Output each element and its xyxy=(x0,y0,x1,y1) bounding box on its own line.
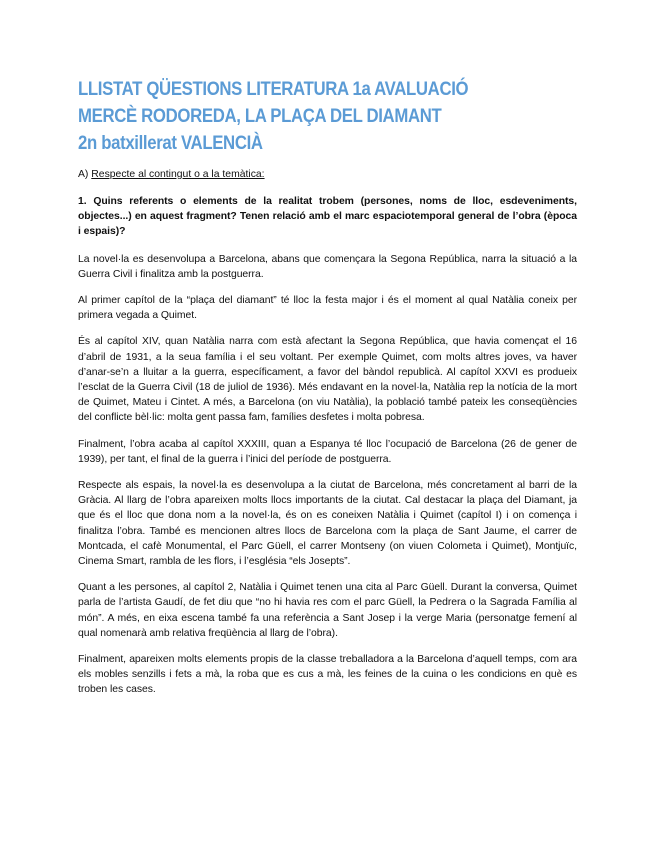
title-line-2: MERCÈ RODOREDA, LA PLAÇA DEL DIAMANT xyxy=(78,105,442,127)
title-line-3: 2n batxillerat VALENCIÀ xyxy=(78,132,263,154)
section-prefix: A) xyxy=(78,169,89,180)
section-label: Respecte al contingut o a la temàtica: xyxy=(91,169,265,180)
paragraph-5: Respecte als espais, la novel·la es desenvolupa a la ciutat de Barcelona, més concretament al barri de la Gràcia. Al llarg de l’obra apareixen molts llocs importants de la ciutat. Cal destacar la plaça del Diamant, ja que és el lloc que dona nom a la novel·la, és on es coneixen Natàlia i Quimet (capítol I) i on comença i finalitza l’obra. També es mencionen altres llocs de Barcelona com la plaça de Sant Jaume, el carrer de Montcada, el cafè Monumental, el Parc Güell, el carrer Montseny (on viuen Colometa i Quimet), Montjuïc, Cinema Smart, rambla de les flors, i l’església “els Josepts”. xyxy=(78,480,577,568)
question-1 xyxy=(78,194,577,240)
document-title xyxy=(78,76,577,157)
paragraph-4: Finalment, l’obra acaba al capítol XXXIII, quan a Espanya té lloc l’ocupació de Barcelona (26 de gener de 1939), per tant, el final de la guerra i l’inici del període de postguerra. xyxy=(78,438,577,465)
question-number: 1. xyxy=(78,196,87,207)
section-heading xyxy=(78,167,577,183)
title-line-1: LLISTAT QÜESTIONS LITERATURA 1a AVALUACIÓ xyxy=(78,78,469,100)
paragraph-1: La novel·la es desenvolupa a Barcelona, abans que començara la Segona República, narra la situació a la Guerra Civil i finalitza amb la postguerra. xyxy=(78,253,577,280)
paragraph-2: Al primer capítol de la “plaça del diamant” té lloc la festa major i és el moment al qual Natàlia coneix per primera vegada a Quimet. xyxy=(78,295,577,322)
question-text: Quins referents o elements de la realitat trobem (persones, noms de lloc, esdeveniments, objectes...) en aquest fragment? Tenen relació amb el marc espaciotemporal general de l’obra (època i espais)? xyxy=(78,196,577,238)
paragraph-6: Quant a les persones, al capítol 2, Natàlia i Quimet tenen una cita al Parc Güell. Durant la conversa, Quimet parla de l’artista Gaudí, de fet diu que “no hi havia res com el parc Güell, la Pedrera o la Sagrada Família al món”. A més, en eixa escena també fa una referència a Sant Josep i la verge Maria (personatge femení al qual nomenarà amb relativa freqüència al llarg de l’obra). xyxy=(78,582,577,639)
paragraph-3: És al capítol XIV, quan Natàlia narra com està afectant la Segona República, que havia començat el 16 d’abril de 1931, a la seua família i el seu voltant. Per exemple Quimet, com molts altres joves, va haver d’anar-se’n a lluitar a la guerra, específicament, a favor del bàndol republicà. Al capítol XXVI es produeix l’esclat de la Guerra Civil (18 de juliol de 1936). Més endavant en la novel·la, Natàlia rep la notícia de la mort de Quimet, Mateu i Cintet. A més, a Barcelona (on viu Natàlia), la població també pateix les conseqüències del conflicte bèl·lic: molta gent passa fam, famílies desfetes i molta pobresa. xyxy=(78,336,577,424)
paragraph-7: Finalment, apareixen molts elements propis de la classe treballadora a la Barcelona d’aquell temps, com ara els mobles senzills i fets a mà, la roba que es cus a mà, les feines de la cuina o les condicions en què es troben les cases. xyxy=(78,654,577,696)
